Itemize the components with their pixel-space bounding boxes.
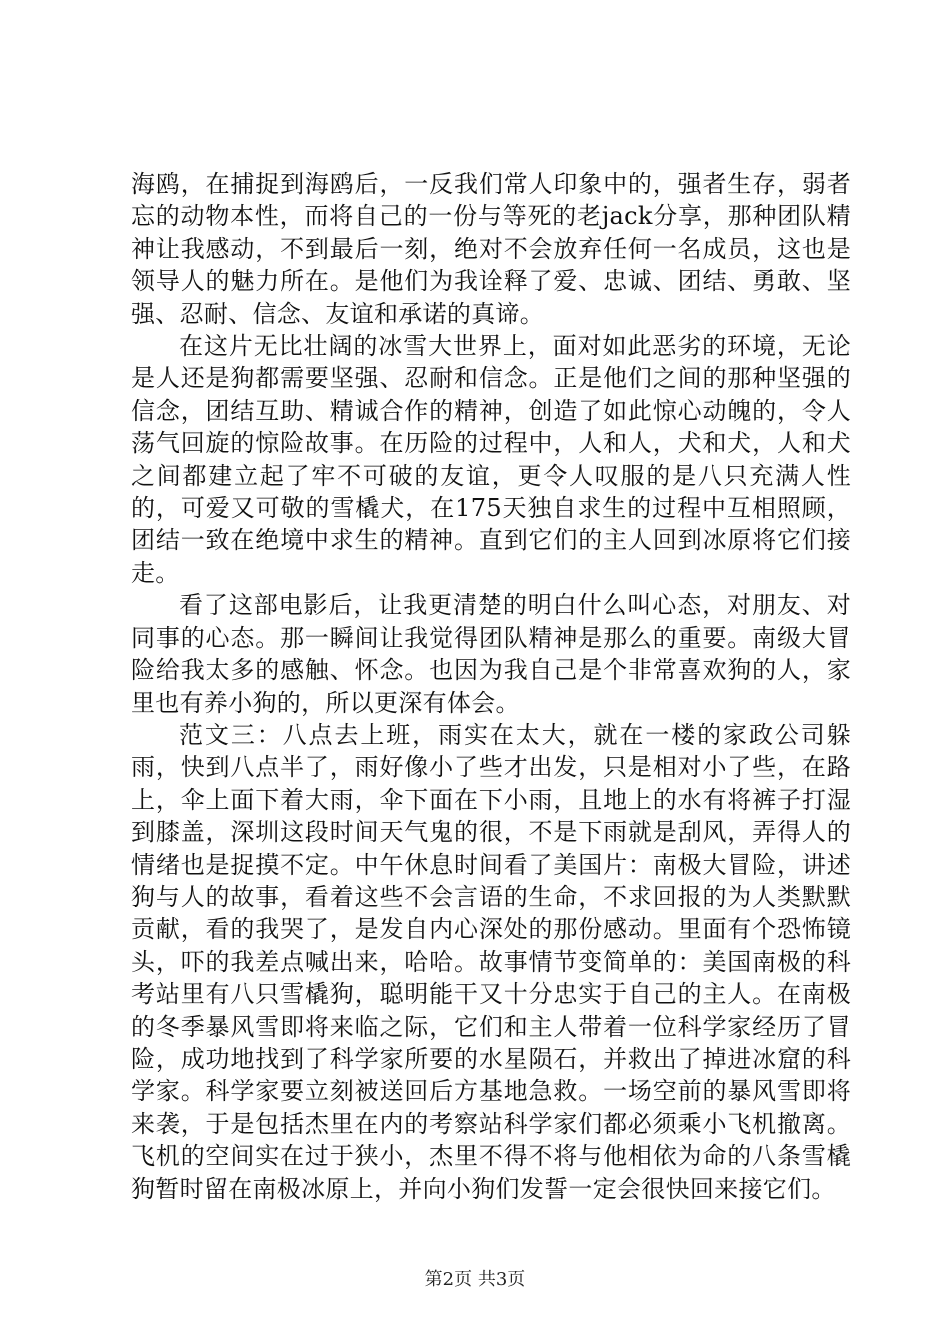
paragraph-2: 在这片无比壮阔的冰雪大世界上，面对如此恶劣的环境，无论是人还是狗都需要坚强、忍耐和信念。正是他们之间的那种坚强的信念，团结互助、精诚合作的精神，创造了如此惊心动魄的，令人荡气回旋的惊险故事。在历险的过程中，人和人，犬和犬，人和犬之间都建立起了牢不可破的友谊，更令人叹服的是八只充满人性的，可爱又可敬的雪橇犬，在175天独自求生的过程中互相照顾，团结一致在绝境中求生的精神。直到它们的主人回到冰原将它们接走。 (131, 332, 851, 587)
document-body (131, 168, 851, 1205)
paragraph-1: 海鸥，在捕捉到海鸥后，一反我们常人印象中的，强者生存，弱者忘的动物本性，而将自己的一份与等死的老jack分享，那种团队精神让我感动，不到最后一刻，绝对不会放弃任何一名成员，这也是领导人的魅力所在。是他们为我诠释了爱、忠诚、团结、勇敢、坚强、忍耐、信念、友谊和承诺的真谛。 (131, 170, 851, 328)
paragraph-3: 看了这部电影后，让我更清楚的明白什么叫心态，对朋友、对同事的心态。那一瞬间让我觉得团队精神是那么的重要。南级大冒险给我太多的感触、怀念。也因为我自己是个非常喜欢狗的人，家里也有养小狗的，所以更深有体会。 (131, 591, 851, 717)
paragraph-4: 范文三：八点去上班，雨实在太大，就在一楼的家政公司躲雨，快到八点半了，雨好像小了些才出发，只是相对小了些，在路上，伞上面下着大雨，伞下面在下小雨，且地上的水有将裤子打湿到膝盖，深圳这段时间天气鬼的很，不是下雨就是刮风，弄得人的情绪也是捉摸不定。中午休息时间看了美国片：南极大冒险，讲述狗与人的故事，看着这些不会言语的生命，不求回报的为人类默默贡献，看的我哭了，是发自内心深处的那份感动。里面有个恐怖镜头，吓的我差点喊出来，哈哈。故事情节变简单的：美国南极的科考站里有八只雪橇狗，聪明能干又十分忠实于自己的主人。在南极的冬季暴风雪即将来临之际，它们和主人带着一位科学家经历了冒险，成功地找到了科学家所要的水星陨石，并救出了掉进冰窟的科学家。科学家要立刻被送回后方基地急救。一场空前的暴风雪即将来袭，于是包括杰里在内的考察站科学家们都必须乘小飞机撤离。飞机的空间实在过于狭小，杰里不得不将与他相依为命的八条雪橇狗暂时留在南极冰原上，并向小狗们发誓一定会很快回来接它们。 (131, 720, 851, 1203)
page-number-label: 第2页 共3页 (424, 1269, 526, 1290)
page-footer (0, 1268, 950, 1292)
